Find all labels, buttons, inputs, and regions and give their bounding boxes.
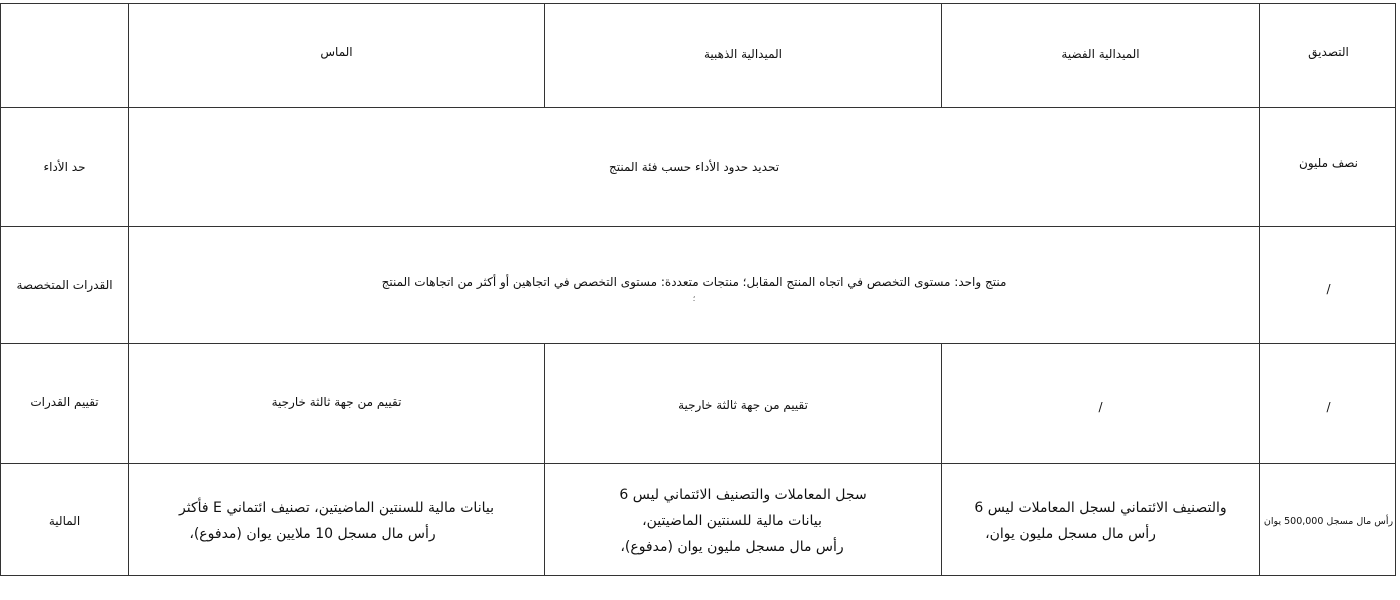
- financial-silver: [942, 464, 1260, 576]
- financial-gold: [545, 464, 942, 576]
- financial-gold-line-2: بيانات مالية للسنتين الماضيتين،: [642, 512, 822, 529]
- header-gold-text: الميدالية الذهبية: [704, 46, 782, 61]
- specialized-content: [129, 227, 1260, 344]
- header-certification-text: التصديق: [1308, 44, 1349, 59]
- header-gold: [545, 4, 942, 108]
- financial-certification-text: رأس مال مسجل 500,000 يوان: [1263, 516, 1394, 528]
- evaluation-label-text: تقييم القدرات: [30, 394, 99, 409]
- evaluation-diamond: [129, 344, 545, 464]
- requirements-table: [0, 3, 1396, 576]
- financial-silver-line-2: رأس مال مسجل مليون يوان،: [985, 525, 1156, 542]
- financial-diamond: [129, 464, 545, 576]
- evaluation-diamond-text: تقييم من جهة ثالثة خارجية: [271, 394, 402, 409]
- evaluation-gold: [545, 344, 942, 464]
- performance-label: [1, 108, 129, 227]
- specialized-label-text: القدرات المتخصصة: [16, 278, 113, 292]
- header-diamond-text: الماس: [320, 44, 353, 59]
- evaluation-certification-text: /: [1326, 399, 1331, 414]
- specialized-content-mark: ؛: [692, 294, 696, 303]
- evaluation-certification: [1260, 344, 1396, 464]
- header-silver: [942, 4, 1260, 108]
- performance-certification: [1260, 108, 1396, 227]
- evaluation-silver-text: /: [1098, 399, 1103, 414]
- header-corner: [1, 4, 129, 108]
- performance-content: [129, 108, 1260, 227]
- specialized-certification-text: /: [1326, 282, 1331, 296]
- specialized-certification: [1260, 227, 1396, 344]
- performance-content-text: تحديد حدود الأداء حسب فئة المنتج: [608, 160, 780, 174]
- financial-gold-line-3: رأس مال مسجل مليون يوان (مدفوع)،: [620, 538, 844, 555]
- header-certification: [1260, 4, 1396, 108]
- financial-label-text: المالية: [48, 513, 81, 528]
- financial-label: [1, 464, 129, 576]
- evaluation-silver: [942, 344, 1260, 464]
- evaluation-label: [1, 344, 129, 464]
- header-diamond: [129, 4, 545, 108]
- financial-silver-line-1: والتصنيف الائتماني لسجل المعاملات ليس 6: [974, 499, 1227, 516]
- evaluation-gold-text: تقييم من جهة ثالثة خارجية: [678, 397, 808, 412]
- financial-gold-line-1: سجل المعاملات والتصنيف الائتماني ليس 6: [619, 486, 867, 503]
- financial-diamond-line-2: رأس مال مسجل 10 ملايين يوان (مدفوع)،: [189, 525, 436, 542]
- financial-diamond-line-1: بيانات مالية للسنتين الماضيتين، تصنيف ائتماني E فأكثر: [179, 499, 494, 516]
- performance-label-text: حد الأداء: [43, 160, 86, 174]
- specialized-label: [1, 227, 129, 344]
- financial-certification: [1260, 464, 1396, 576]
- header-silver-text: الميدالية الفضية: [1061, 46, 1140, 61]
- specialized-content-text: منتج واحد: مستوى التخصص في اتجاه المنتج المقابل؛ منتجات متعددة: مستوى التخصص في اتجاهين أو أكثر من اتجاهات المنتج: [381, 275, 1007, 289]
- performance-certification-text: نصف مليون: [1299, 156, 1359, 170]
